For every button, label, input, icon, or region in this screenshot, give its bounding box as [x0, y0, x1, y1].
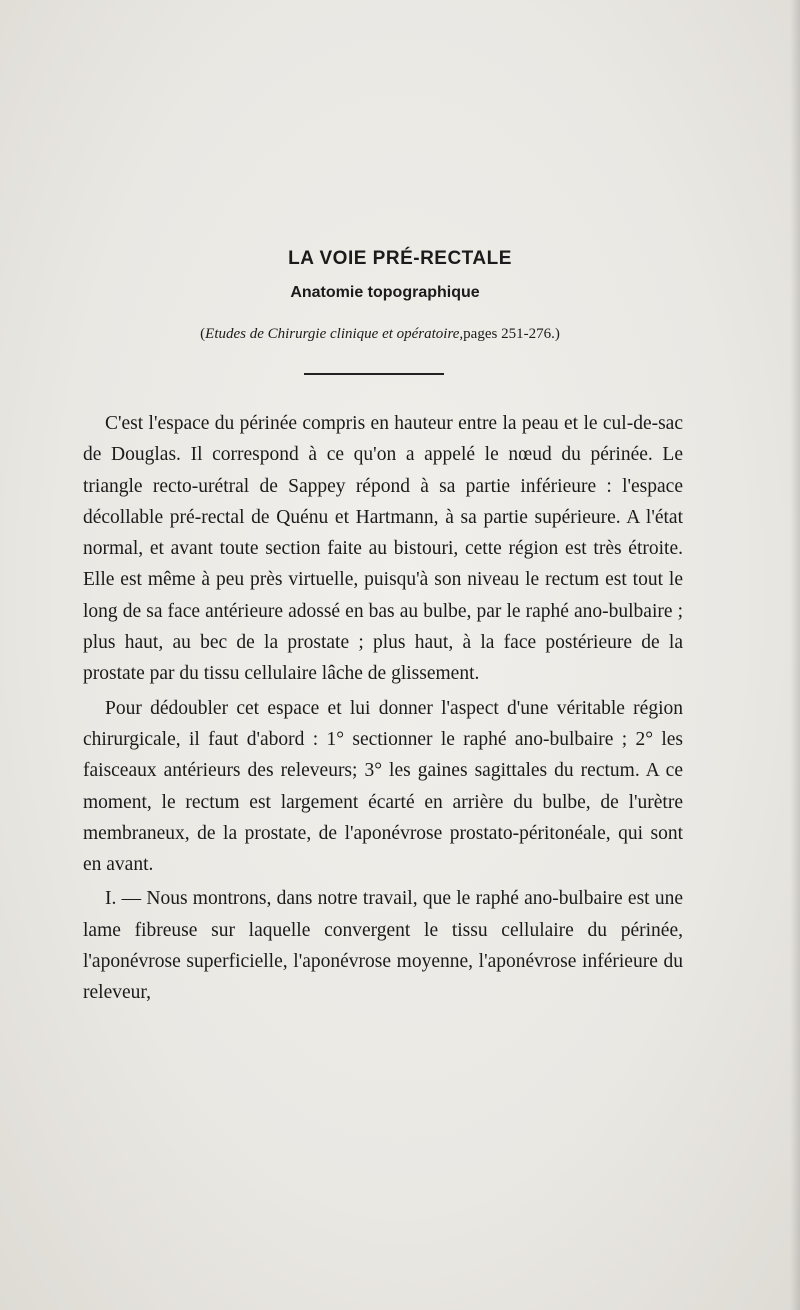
- source-work-title: Etudes de Chirurgie clinique et opératoire,: [205, 326, 464, 342]
- source-pages: pages 251-276.): [463, 326, 560, 342]
- title-divider: [304, 373, 444, 375]
- paragraph-1: C'est l'espace du périnée compris en hauteur entre la peau et le cul-de-sac de Douglas. Il correspond à ce qu'on a appelé le nœud du périnée. Le triangle recto-urétral de Sappey répond à sa partie inférieure : l'espace décollable pré-rectal de Quénu et Hartmann, à sa partie supérieure. A l'état normal, et avant toute section faite au bistouri, cette région est très étroite. Elle est même à peu près virtuelle, puisqu'à son niveau le rectum est tout le long de sa face antérieure adossé en bas au bulbe, par le raphé ano-bulbaire ; plus haut, au bec de la prostate ; plus haut, à la face postérieure de la prostate par du tissu cellulaire lâche de glissement.: [83, 413, 683, 685]
- chapter-title: LA VOIE PRÉ-RECTALE: [288, 248, 512, 269]
- paragraph-3: I. — Nous montrons, dans notre travail, que le raphé ano-bulbaire est une lame fibreuse sur laquelle convergent le tissu cellulaire du périnée, l'aponévrose superficielle, l'aponévrose moyenne, l'aponévrose inférieure du releveur,: [83, 888, 683, 1004]
- page-edge-shadow: [790, 0, 800, 1310]
- source-open-paren: (: [200, 326, 206, 342]
- paragraph-2: Pour dédoubler cet espace et lui donner l'aspect d'une véritable région chirurgicale, il faut d'abord : 1° sectionner le raphé ano-bulbaire ; 2° les faisceaux antérieurs des releveurs; 3° les gaines sagittales du rectum. A ce moment, le rectum est largement écarté en arrière du bulbe, de l'urètre membraneux, de la prostate, de l'aponévrose prostato-péritonéale, qui sont en avant.: [83, 697, 683, 876]
- body-text: [83, 408, 683, 1009]
- source-reference: [0, 326, 760, 343]
- chapter-subtitle: Anatomie topographique: [290, 284, 480, 301]
